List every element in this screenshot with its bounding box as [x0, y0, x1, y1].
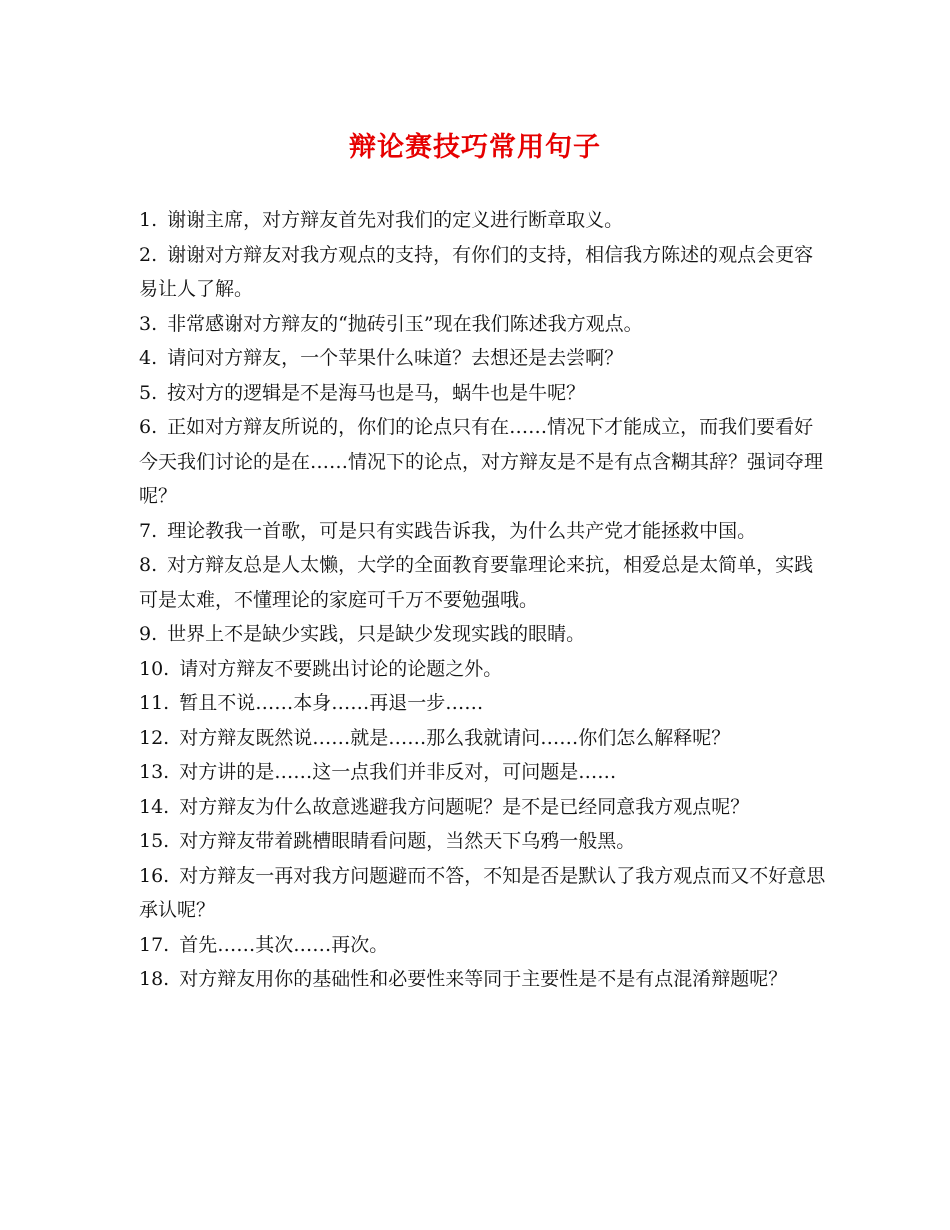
list-item [139, 824, 829, 859]
item-number: 17. [139, 933, 170, 956]
list-item [139, 410, 829, 514]
list-item [139, 617, 829, 652]
item-text: 对方讲的是……这一点我们并非反对，可问题是…… [179, 761, 617, 783]
document-title: 辩论赛技巧常用句子 [349, 132, 601, 163]
list-item [139, 514, 829, 549]
item-number: 15. [139, 830, 170, 852]
item-number: 5. [139, 381, 158, 404]
list-item [139, 238, 829, 307]
item-number: 10. [139, 657, 170, 680]
item-text: 对方辩友总是人太懒，大学的全面教育要靠理论来抗，相爱总是太简单，实践可是太难，不懂理论的家庭可千万不要勉强哦。 [139, 554, 814, 611]
list-item [139, 928, 829, 963]
item-text: 理论教我一首歌，可是只有实践告诉我，为什么共产党才能拯救中国。 [167, 519, 757, 542]
item-text: 世界上不是缺少实践，只是缺少发现实践的眼睛。 [167, 623, 586, 645]
list-item [139, 548, 829, 617]
list-item [139, 203, 829, 238]
item-text: 对方辩友带着跳槽眼睛看问题，当然天下乌鸦一般黑。 [179, 830, 636, 852]
item-number: 13. [139, 761, 170, 783]
item-number: 7. [139, 519, 158, 542]
item-text: 请问对方辩友，一个苹果什么味道？去想还是去尝啊？ [167, 347, 624, 369]
list-item [139, 376, 829, 411]
list-item [139, 859, 829, 928]
list-item [139, 790, 829, 825]
item-number: 14. [139, 795, 170, 818]
item-text: 对方辩友一再对我方问题避而不答，不知是否是默认了我方观点而又不好意思承认呢？ [139, 864, 826, 921]
item-number: 4. [139, 347, 158, 369]
item-text: 谢谢主席，对方辩友首先对我们的定义进行断章取义。 [167, 209, 624, 231]
list-item [139, 686, 829, 721]
item-number: 6. [139, 416, 158, 438]
item-text: 请对方辩友不要跳出讨论的论题之外。 [179, 657, 503, 680]
item-text: 首先……其次……再次。 [179, 933, 389, 956]
item-text: 对方辩友既然说……就是……那么我就请问……你们怎么解释呢？ [179, 726, 731, 749]
list-item [139, 721, 829, 756]
item-number: 11. [139, 692, 170, 714]
item-number: 9. [139, 623, 158, 645]
item-number: 18. [139, 968, 170, 990]
item-number: 2. [139, 243, 158, 266]
item-text: 暂且不说……本身……再退一步…… [179, 692, 484, 714]
item-number: 8. [139, 554, 158, 576]
item-text: 谢谢对方辩友对我方观点的支持，有你们的支持，相信我方陈述的观点会更容易让人了解。 [139, 243, 814, 300]
item-number: 12. [139, 726, 170, 749]
item-text: 正如对方辩友所说的，你们的论点只有在……情况下才能成立，而我们要看好今天我们讨论的是在……情况下的论点，对方辩友是不是有点含糊其辞？强词夺理呢？ [139, 416, 824, 507]
item-number: 1. [139, 209, 158, 231]
item-text: 对方辩友为什么故意逃避我方问题呢？是不是已经同意我方观点呢？ [179, 795, 750, 818]
item-text: 按对方的逻辑是不是海马也是马，蜗牛也是牛呢？ [167, 381, 586, 404]
list-item [139, 307, 829, 342]
list-item [139, 652, 829, 687]
list-item [139, 962, 829, 997]
list-item [139, 341, 829, 376]
item-text: 对方辩友用你的基础性和必要性来等同于主要性是不是有点混淆辩题呢？ [179, 968, 788, 990]
item-number: 3. [139, 312, 158, 335]
item-text: 非常感谢对方辩友的“抛砖引玉”现在我们陈述我方观点。 [167, 312, 643, 335]
list-item [139, 755, 829, 790]
sentence-list [139, 203, 829, 997]
item-number: 16. [139, 864, 170, 887]
